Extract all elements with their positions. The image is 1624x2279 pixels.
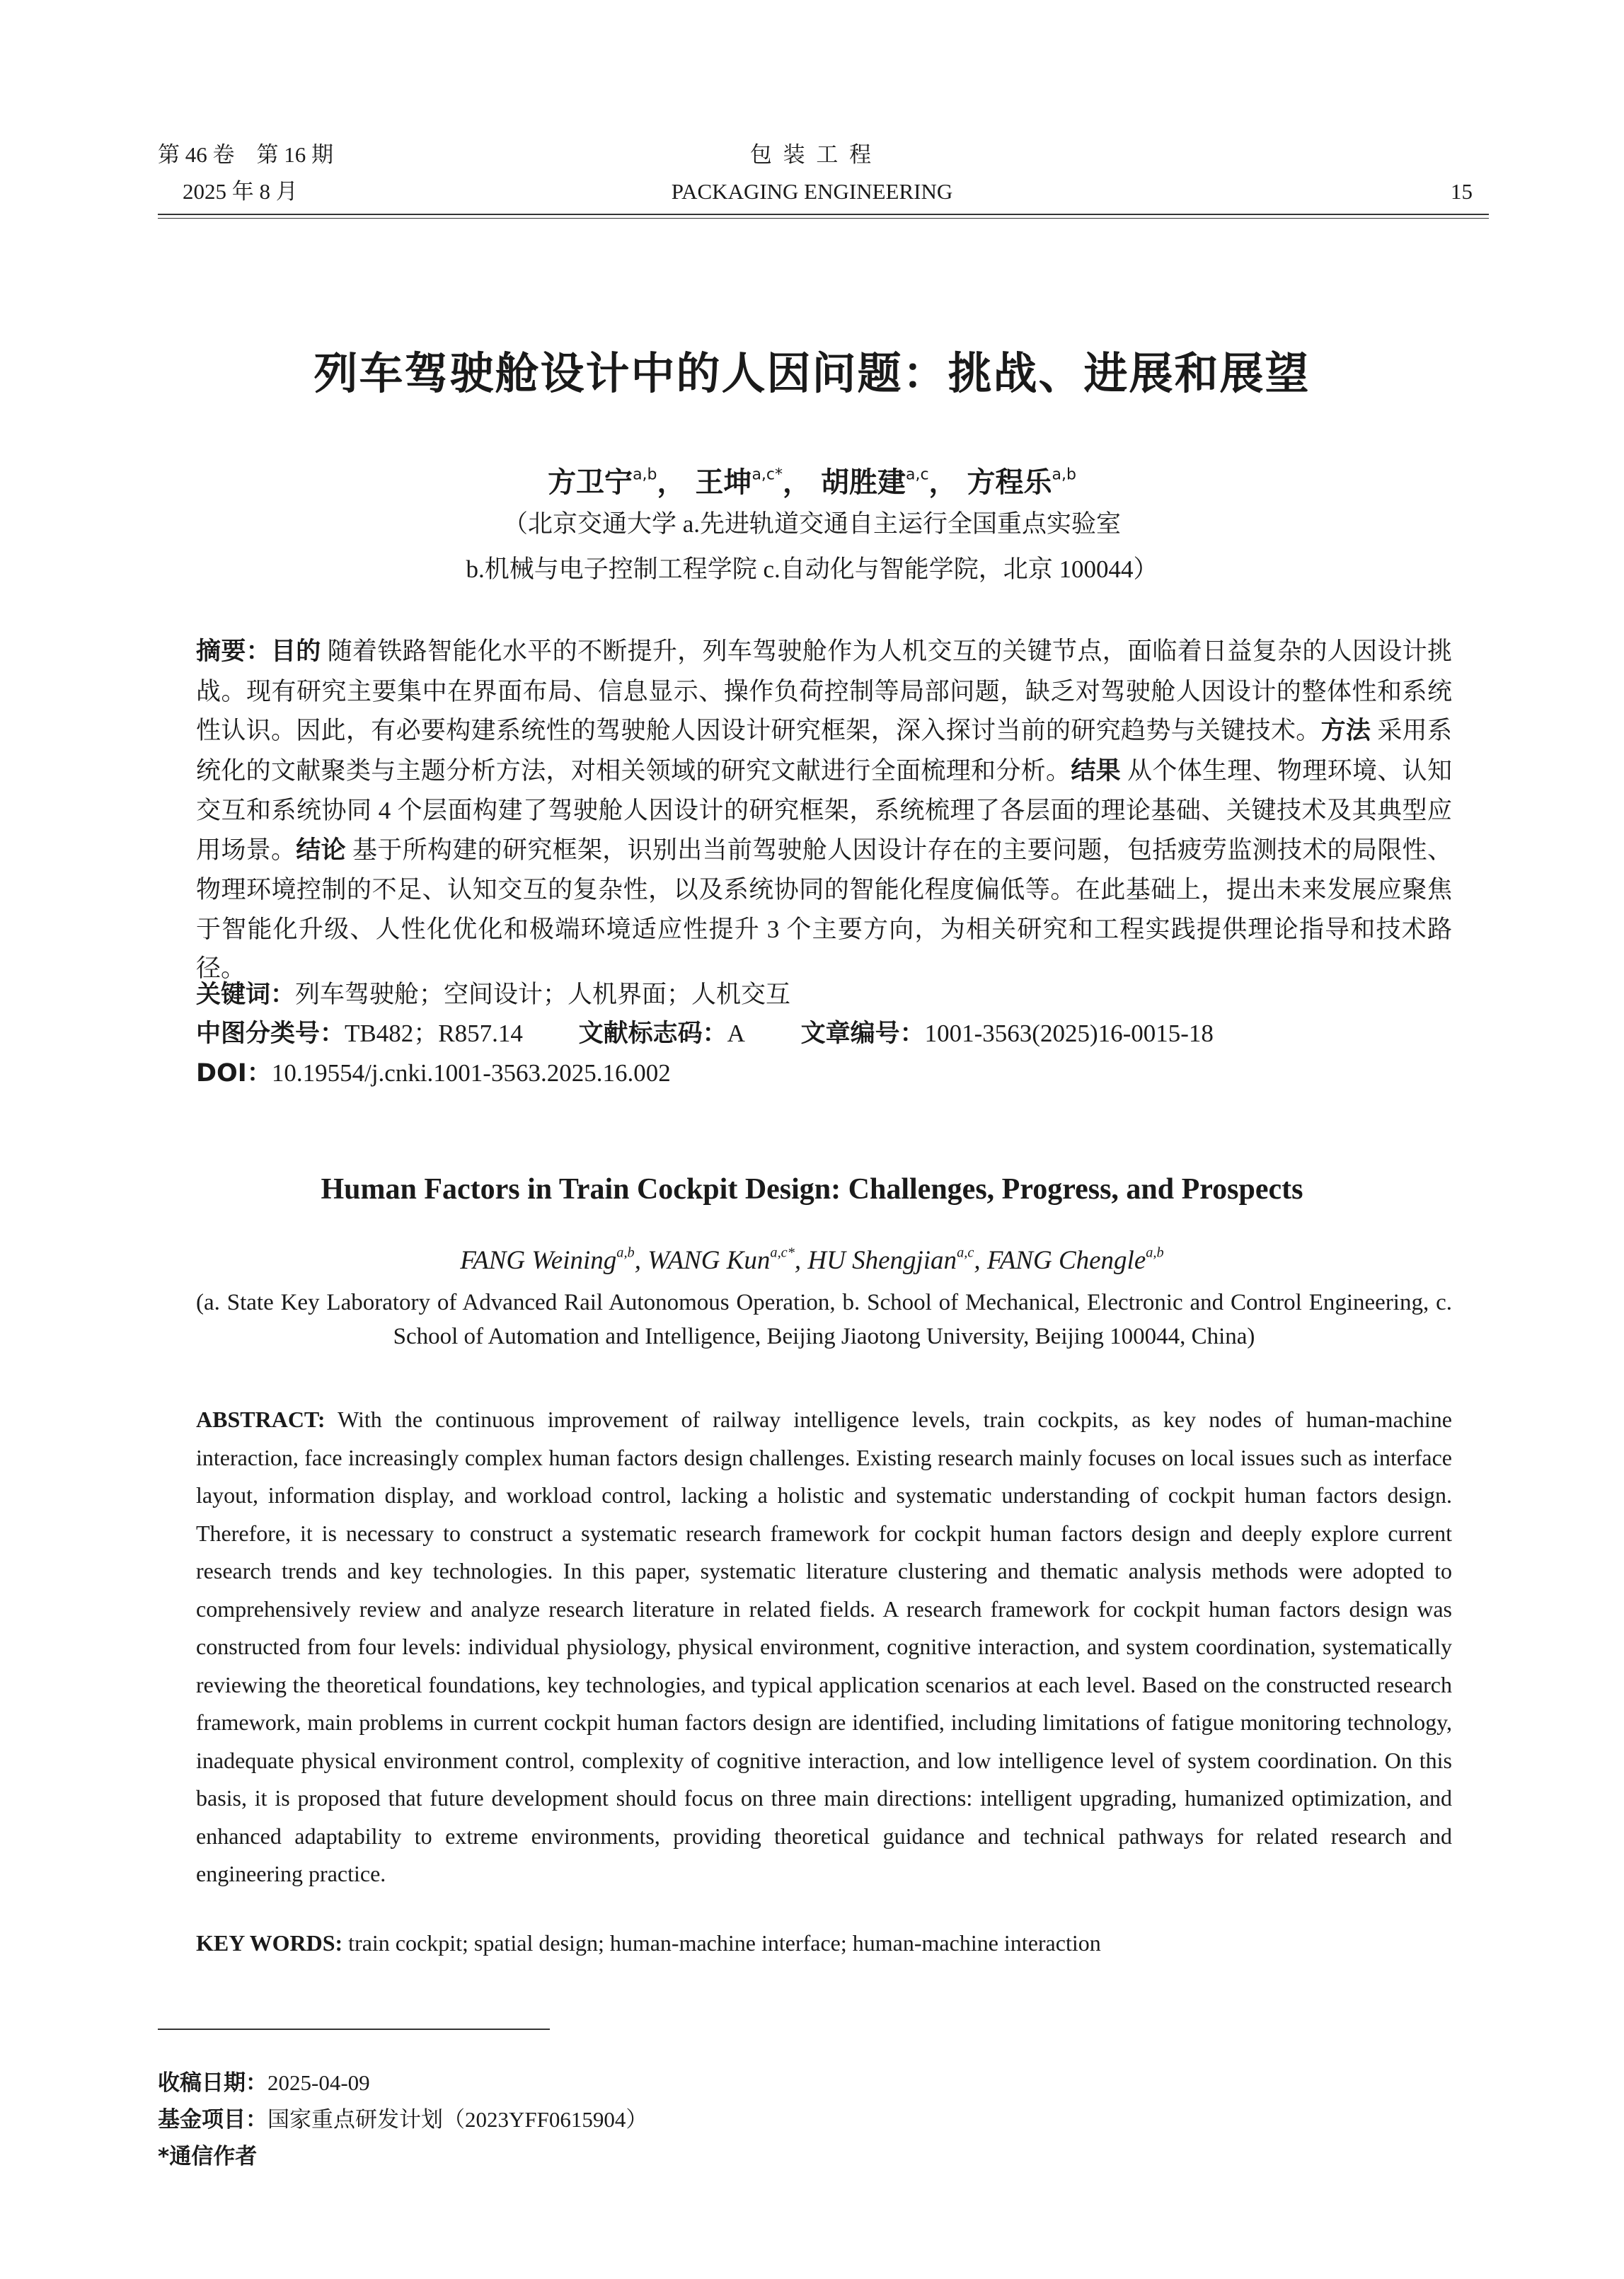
author-name: FANG Weining xyxy=(460,1246,617,1275)
author-separator: , xyxy=(634,1246,648,1275)
author-affil-mark: a,b xyxy=(616,1245,635,1261)
doc-code-label: 文献标志码： xyxy=(578,1020,727,1048)
author-name: 方卫宁 xyxy=(548,466,633,499)
doi-line xyxy=(196,1054,1452,1089)
classification-line xyxy=(196,1014,1452,1049)
keywords-en xyxy=(196,1930,1452,1956)
author-name: FANG Chengle xyxy=(986,1246,1146,1275)
abstract-cn xyxy=(196,632,1452,988)
author-affil-mark: a,c xyxy=(905,466,929,484)
article-no-label: 文章编号： xyxy=(800,1020,925,1048)
paper-title-cn: 列车驾驶舱设计中的人因问题：挑战、进展和展望 xyxy=(313,347,1311,399)
fund-label: 基金项目： xyxy=(158,2107,267,2133)
article-no-value: 1001-3563(2025)16-0015-18 xyxy=(924,1020,1214,1047)
received-label: 收稿日期： xyxy=(158,2070,267,2096)
received-value: 2025-04-09 xyxy=(267,2070,370,2095)
results-label: 结果 xyxy=(1071,756,1122,785)
results-text: 从个体生理、物理环境、认知交互和系统协同 4 个层面构建了驾驶舱人因设计的研究框架，系统梳理了各层面的理论基础、关键技术及其典型应用场景。 xyxy=(196,756,1452,864)
conclusion-text: 基于所构建的研究框架，识别出当前驾驶舱人因设计存在的主要问题，包括疲劳监测技术的局限性、物理环境控制的不足、认知交互的复杂性，以及系统协同的智能化程度偏低等。在此基础上，提出未来发展应聚焦于智能化升级、人性化优化和极端环境适应性提升 3 个主要方向，为相关研究和工程实践提供理论指导和技术路径。 xyxy=(196,836,1452,982)
fund-project xyxy=(158,2101,647,2133)
methods-label: 方法 xyxy=(1320,717,1371,745)
paper-title-en: Human Factors in Train Cockpit Design: Challenges, Progress, and Prospects xyxy=(321,1173,1303,1206)
keywords-value: 列车驾驶舱；空间设计；人机界面；人机交互 xyxy=(295,981,791,1008)
author-separator: ， xyxy=(657,466,686,499)
keywords-en-label: KEY WORDS: xyxy=(196,1930,343,1956)
footnote-rule xyxy=(158,2029,550,2030)
affiliation-cn-line: b.机械与电子控制工程学院 c.自动化与智能学院，北京 100044） xyxy=(466,555,1158,583)
author-list-en xyxy=(0,1245,1624,1276)
abstract-en-text: With the continuous improvement of railway intelligence levels, train cockpits, as key nodes of human-machine interaction, face increasingly complex human factors design challenges. Existing research mainly focuses on local issues such as interface layout, information display, and workload control, lacking a holistic and systematic understanding of cockpit human factors design. Therefore, it is necessary to construct a systematic research framework for cockpit human factors design and deeply explore current research trends and key technologies. In this paper, systematic literature clustering and thematic analysis methods were adopted to comprehensively review and analyze research literature in related fields. A research framework for cockpit human factors design was constructed from four levels: individual physiology, physical environment, cognitive interaction, and system coordination, systematically reviewing the theoretical foundations, key technologies, and typical application scenarios at each level. Based on the constructed research framework, main problems in current cockpit human factors design are identified, including limitations of fatigue monitoring technology, inadequate physical environment control, complexity of cognitive interaction, and low intelligence level of system coordination. On this basis, it is proposed that future development should focus on three main directions: intelligent upgrading, humanized optimization, and enhanced adaptability to extreme environments, providing theoretical guidance and technical pathways for related research and engineering practice. xyxy=(196,1407,1452,1886)
clc-label: 中图分类号： xyxy=(196,1020,345,1048)
methods-text: 采用系统化的文献聚类与主题分析方法，对相关领域的研究文献进行全面梳理和分析。 xyxy=(196,717,1452,785)
abstract-label: 摘要： xyxy=(196,637,271,666)
clc-value: TB482；R857.14 xyxy=(345,1020,523,1047)
author-name: 胡胜建 xyxy=(820,466,906,499)
volume-issue: 第 46 卷 第 16 期 xyxy=(158,142,333,167)
doi-value[interactable]: 10.19554/j.cnki.1001-3563.2025.16.002 xyxy=(271,1059,671,1087)
author-separator: , xyxy=(974,1246,987,1275)
doi-label: DOI： xyxy=(196,1059,272,1087)
affiliation-cn-line: （北京交通大学 a.先进轨道交通自主运行全国重点实验室 xyxy=(502,510,1122,538)
journal-name-en: PACKAGING ENGINEERING xyxy=(671,179,953,204)
issue-date: 2025 年 8 月 xyxy=(183,179,298,204)
author-separator: ， xyxy=(928,466,957,499)
keywords-label: 关键词： xyxy=(196,981,296,1009)
received-date xyxy=(158,2065,370,2096)
header-rule xyxy=(158,214,1489,215)
author-separator: ， xyxy=(783,466,812,499)
author-affil-mark: a,c xyxy=(957,1245,974,1261)
purpose-text: 随着铁路智能化水平的不断提升，列车驾驶舱作为人机交互的关键节点，面临着日益复杂的人因设计挑战。现有研究主要集中在界面布局、信息显示、操作负荷控制等局部问题，缺乏对驾驶舱人因设计的整体性和系统性认识。因此，有必要构建系统性的驾驶舱人因设计研究框架，深入探讨当前的研究趋势与关键技术。 xyxy=(196,637,1452,744)
header-rule-thin xyxy=(158,218,1489,219)
conclusion-label: 结论 xyxy=(296,836,346,865)
author-affil-mark: a,b xyxy=(1052,466,1076,484)
journal-name-cn: 包 装 工 程 xyxy=(749,142,875,167)
author-affil-mark: a,c* xyxy=(770,1245,795,1261)
author-separator: , xyxy=(794,1246,808,1275)
page-number: 15 xyxy=(1451,179,1473,204)
keywords-en-value: train cockpit; spatial design; human-machine interface; human-machine interaction xyxy=(342,1930,1101,1956)
author-affil-mark: a,b xyxy=(1146,1245,1164,1261)
corresponding-author-note: *通信作者 xyxy=(158,2144,258,2169)
fund-value: 国家重点研发计划（2023YFF0615904） xyxy=(267,2107,648,2132)
abstract-en xyxy=(196,1401,1452,1893)
author-affil-mark: a,b xyxy=(633,466,657,484)
author-list-cn xyxy=(0,460,1624,500)
keywords-cn xyxy=(196,975,1452,1010)
purpose-label: 目的 xyxy=(270,637,321,666)
abstract-en-label: ABSTRACT: xyxy=(196,1407,326,1432)
doc-code-value: A xyxy=(727,1020,745,1047)
author-name: 方程乐 xyxy=(967,466,1052,499)
author-name: 王坤 xyxy=(695,466,752,499)
author-name: WANG Kun xyxy=(647,1246,771,1275)
affiliation-en: (a. State Key Laboratory of Advanced Rail Autonomous Operation, b. School of Mechanical, Electronic and Control Engineering, c. School of Automation and Intelligence, Beijing Jiaotong University, Beijing 100044, China) xyxy=(196,1290,1452,1349)
author-affil-mark: a,c* xyxy=(751,466,783,484)
author-name: HU Shengjian xyxy=(807,1246,957,1275)
